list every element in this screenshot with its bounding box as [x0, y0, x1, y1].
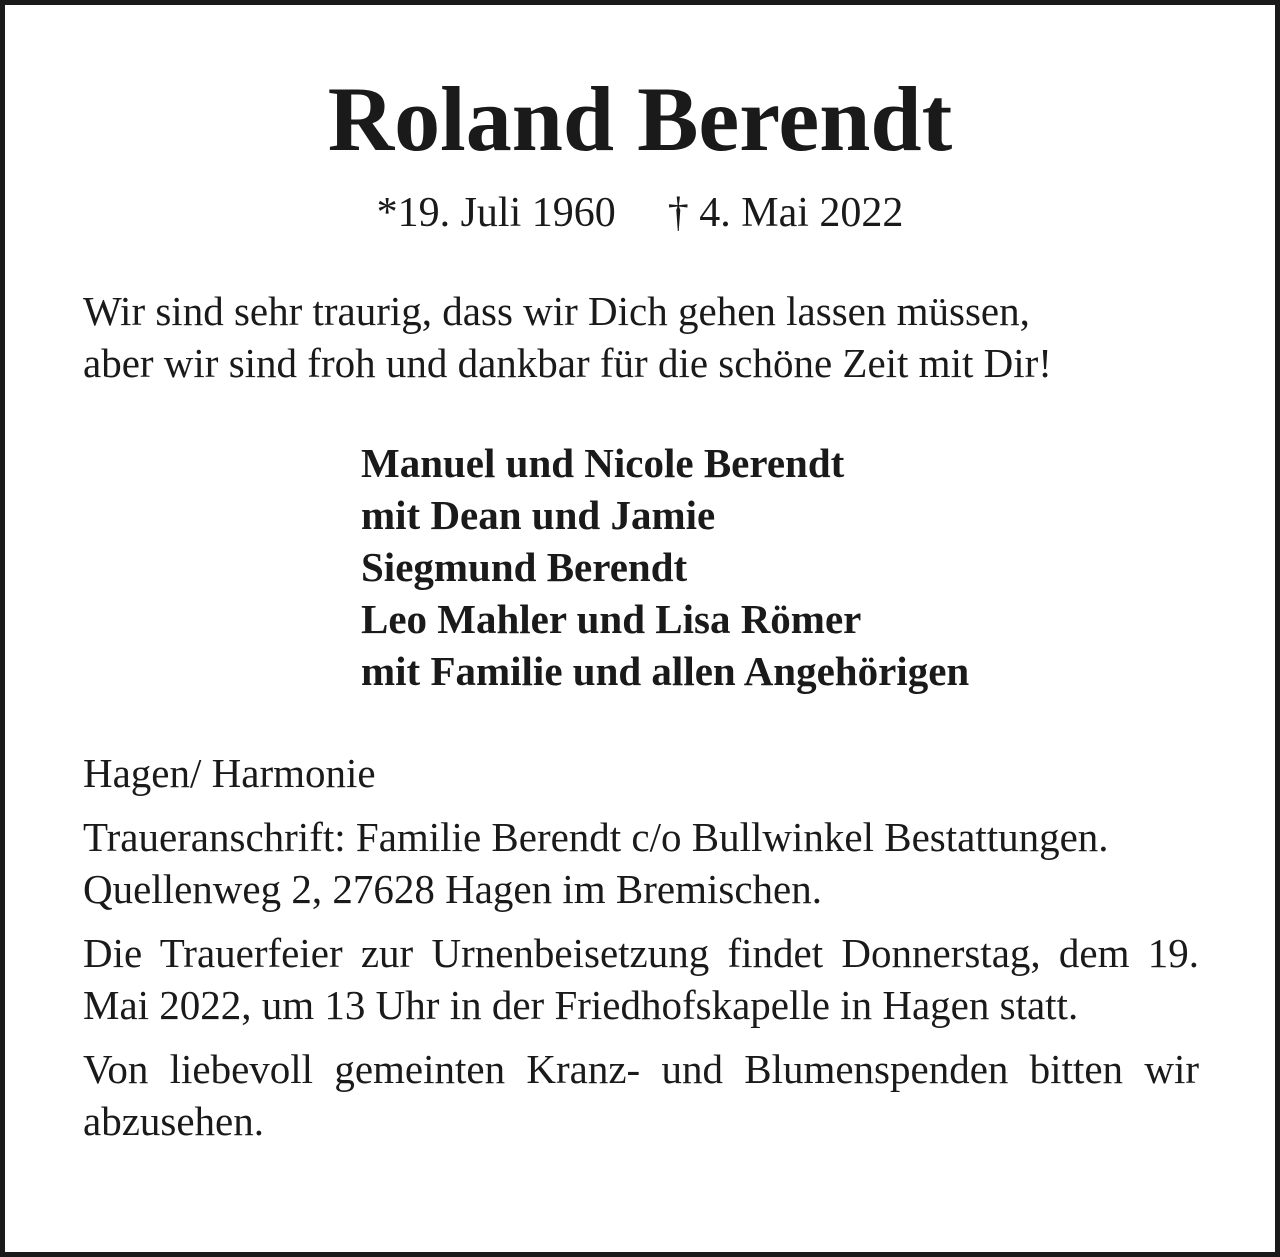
quote-line: aber wir sind froh und dankbar für die schöne Zeit mit Dir!: [83, 340, 1052, 386]
mourning-address: [83, 811, 1199, 915]
place-line: Hagen/ Harmonie: [83, 750, 376, 796]
mourner-line: mit Dean und Jamie: [361, 492, 716, 538]
mourners-list: [361, 437, 1221, 697]
flowers-note: Von liebevoll gemeinten Kranz- und Blumenspenden bitten wir abzusehen.: [83, 1046, 1199, 1144]
life-dates: [5, 187, 1275, 239]
mourner-line: Manuel und Nicole Berendt: [361, 440, 845, 486]
mourner-line: mit Familie und allen Angehörigen: [361, 648, 970, 694]
deceased-name: Roland Berendt: [327, 68, 953, 170]
address-line: Traueranschrift: Familie Berendt c/o Bullwinkel Bestattungen.: [83, 814, 1109, 860]
mourner-line: Siegmund Berendt: [361, 544, 688, 590]
mourner-line: Leo Mahler und Lisa Römer: [361, 596, 862, 642]
address-line: Quellenweg 2, 27628 Hagen im Bremischen.: [83, 866, 822, 912]
birth-date: *19. Juli 1960: [376, 190, 616, 236]
ceremony-info: Die Trauerfeier zur Urnenbeisetzung findet Donnerstag, dem 19. Mai 2022, um 13 Uhr in der Friedhofskapelle in Hagen statt.: [83, 930, 1199, 1028]
death-date: † 4. Mai 2022: [667, 190, 904, 236]
quote-line: Wir sind sehr traurig, dass wir Dich gehen lassen müssen,: [83, 288, 1030, 334]
farewell-quote: [83, 285, 1203, 389]
notice-details: [83, 747, 1199, 1159]
